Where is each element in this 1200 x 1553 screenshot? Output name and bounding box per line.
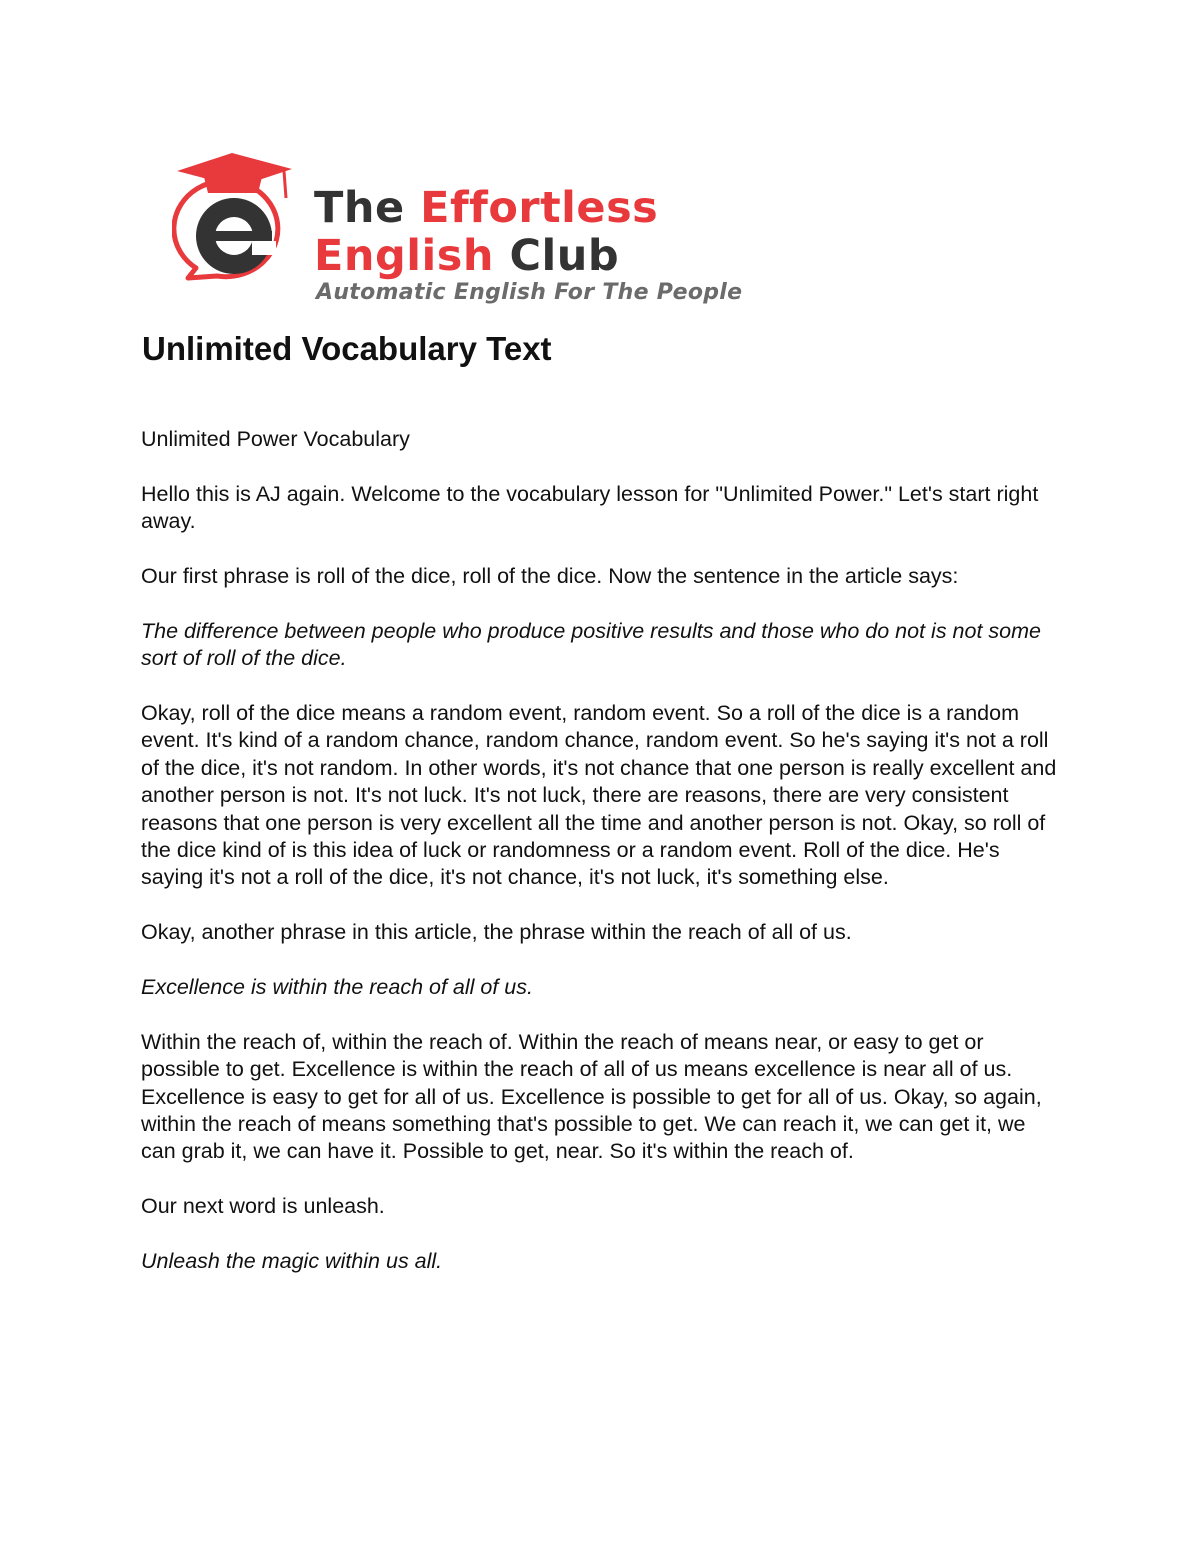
- document-title: Unlimited Vocabulary Text: [142, 330, 552, 367]
- paragraph: Our next word is unleash.: [141, 1194, 385, 1219]
- paragraph: Hello this is AJ again. Welcome to the vocabulary lesson for "Unlimited Power." Let's start right away.: [141, 481, 1039, 534]
- logo: [172, 150, 743, 315]
- logo-word-english: English: [314, 231, 494, 281]
- paragraph: Okay, roll of the dice means a random event, random event. So a roll of the dice is a random event. It's kind of a random chance, random chance, random event. So he's saying it's not a roll of the dice, it's not random. In other words, it's not chance that one person is really excellent and another person is not. It's not luck. It's not luck, there are reasons, there are very consistent reasons that one person is very excellent all the time and another person is not. Okay, so roll of the dice kind of is this idea of luck or randomness or a random event. Roll of the dice. He's saying it's not a roll of the dice, it's not chance, it's not luck, it's something else.: [141, 701, 1057, 890]
- quote-paragraph: Unleash the magic within us all.: [141, 1249, 443, 1274]
- paragraph: Our first phrase is roll of the dice, roll of the dice. Now the sentence in the article says:: [141, 564, 959, 588]
- quote-paragraph: The difference between people who produce positive results and those who do not is not some sort of roll of the dice.: [141, 618, 1041, 671]
- logo-word-the: The: [314, 183, 405, 233]
- quote-paragraph: Excellence is within the reach of all of us.: [141, 975, 533, 1000]
- graduation-cap-e-icon: [172, 150, 297, 285]
- logo-word-effortless: Effortless: [420, 183, 659, 233]
- logo-wordmark-line1: [314, 183, 658, 233]
- document-body: [141, 426, 1066, 1303]
- paragraph: Okay, another phrase in this article, the phrase within the reach of all of us.: [141, 920, 852, 945]
- paragraph: Within the reach of, within the reach of. Within the reach of means near, or easy to get or possible to get. Excellence is within the reach of all of us means excellence is near all of us. Excellence is easy to get for all of us. Excellence is possible to get for all of us. Okay, so again, within the reach of means something that's possible to get. We can reach it, we can get it, we can grab it, we can have it. Possible to get, near. So it's within the reach of.: [141, 1029, 1042, 1164]
- logo-wordmark-line2: [314, 231, 619, 281]
- logo-word-club: Club: [509, 231, 620, 281]
- paragraph: Unlimited Power Vocabulary: [141, 427, 410, 451]
- logo-tagline: Automatic English For The People: [316, 280, 743, 305]
